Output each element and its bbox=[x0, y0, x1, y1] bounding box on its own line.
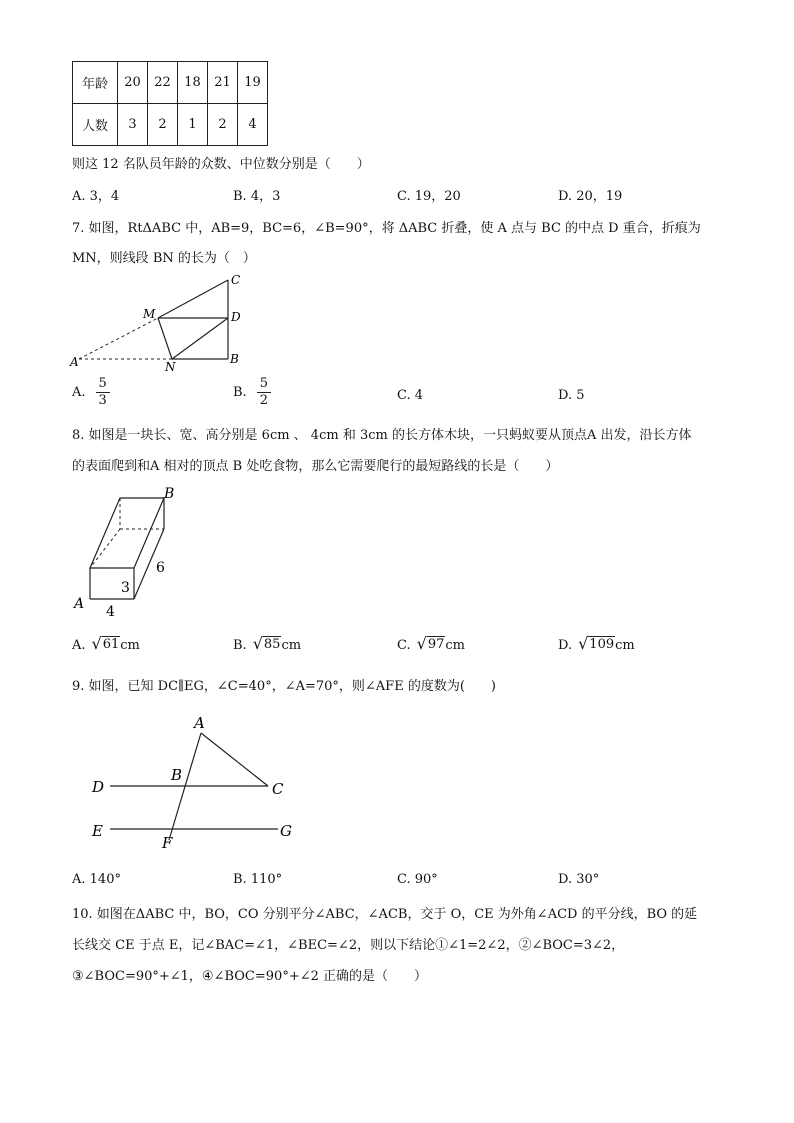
radicand: 109 bbox=[589, 637, 615, 652]
q8-option-a bbox=[72, 636, 140, 653]
unit: cm bbox=[120, 638, 140, 653]
q9-label-e: E bbox=[92, 822, 103, 840]
sqrt bbox=[92, 636, 121, 652]
table-row bbox=[73, 104, 268, 146]
q9-option-b: B. 110° bbox=[233, 872, 283, 887]
denominator: 2 bbox=[259, 393, 268, 408]
unit: cm bbox=[445, 638, 465, 653]
table-cell: 1 bbox=[178, 104, 208, 146]
age-table bbox=[72, 61, 268, 146]
q6-option-d: D. 20，19 bbox=[558, 189, 623, 204]
radicand: 97 bbox=[427, 637, 445, 652]
numerator: 5 bbox=[257, 376, 271, 393]
q7-option-a bbox=[72, 376, 110, 409]
q9-label-d: D bbox=[92, 778, 105, 796]
radicand: 61 bbox=[102, 637, 120, 652]
table-row bbox=[73, 62, 268, 104]
table-cell: 3 bbox=[118, 104, 148, 146]
q6-option-c: C. 19，20 bbox=[397, 189, 461, 204]
q7-label-c: C bbox=[231, 273, 241, 287]
q9-label-b: B bbox=[171, 766, 183, 784]
table-cell: 2 bbox=[208, 104, 238, 146]
q9-option-a: A. 140° bbox=[72, 872, 121, 887]
q7-option-c: C. 4 bbox=[397, 388, 424, 403]
q7-option-b-prefix: B. bbox=[233, 385, 247, 400]
q7-label-b: B bbox=[230, 352, 239, 366]
q8-label-length: 6 bbox=[156, 560, 165, 576]
numerator: 5 bbox=[96, 376, 110, 393]
q8-option-b-prefix: B. bbox=[233, 638, 247, 653]
q9-label-c: C bbox=[272, 780, 284, 798]
q7-option-a-prefix: A. bbox=[72, 385, 86, 400]
unit: cm bbox=[281, 638, 302, 653]
q8-label-b: B bbox=[164, 486, 175, 502]
q7-label-m: M bbox=[143, 307, 156, 321]
q9-parallel-lines-figure bbox=[84, 708, 314, 854]
radicand: 85 bbox=[263, 637, 281, 652]
q10-stem-line1: 10. 如图在ΔABC 中，BO，CO 分别平分∠ABC，∠ACB，交于 O，CE 为外角∠ACD 的平分线，BO 的延 bbox=[72, 907, 698, 922]
q8-label-a: A bbox=[74, 596, 85, 612]
denominator: 3 bbox=[98, 393, 107, 408]
q7-stem-line1: 7. 如图，RtΔABC 中，AB=9，BC=6，∠B=90°，将 ΔABC 折叠，使 A 点与 BC 的中点 D 重合，折痕为 bbox=[72, 221, 701, 236]
q7-label-a: A bbox=[70, 355, 79, 369]
q8-option-d-prefix: D. bbox=[558, 638, 573, 653]
q8-label-height: 3 bbox=[121, 580, 130, 596]
q8-option-b bbox=[233, 636, 301, 653]
sqrt bbox=[253, 636, 282, 652]
q8-option-c-prefix: C. bbox=[397, 638, 411, 653]
radical-icon: √ bbox=[252, 634, 263, 653]
q8-option-d bbox=[558, 636, 635, 653]
q6-stem: 则这 12 名队员年龄的众数、中位数分别是（ ） bbox=[72, 157, 370, 172]
q8-label-width: 4 bbox=[106, 604, 115, 618]
q7-option-b bbox=[233, 376, 271, 409]
q8-stem-line1: 8. 如图是一块长、宽、高分别是 6cm 、 4cm 和 3cm 的长方体木块，一只蚂蚁要从顶点A 出发，沿长方体 bbox=[72, 428, 692, 443]
q8-option-c bbox=[397, 636, 465, 653]
radical-icon: √ bbox=[416, 634, 427, 653]
q9-option-d: D. 30° bbox=[558, 872, 600, 887]
fraction bbox=[257, 376, 271, 409]
unit: cm bbox=[615, 638, 635, 653]
table-cell: 2 bbox=[148, 104, 178, 146]
table-cell: 18 bbox=[178, 62, 208, 104]
table-cell: 20 bbox=[118, 62, 148, 104]
q9-label-f: F bbox=[162, 834, 173, 852]
table-cell: 22 bbox=[148, 62, 178, 104]
fraction bbox=[96, 376, 110, 409]
q7-triangle-figure bbox=[62, 268, 262, 374]
q9-option-c: C. 90° bbox=[397, 872, 438, 887]
table-cell: 人数 bbox=[73, 104, 118, 146]
q10-stem-line3: ③∠BOC=90°+∠1，④∠BOC=90°+∠2 正确的是（ ） bbox=[72, 969, 428, 984]
q7-label-d: D bbox=[231, 310, 241, 324]
q7-label-n: N bbox=[165, 360, 176, 374]
q10-stem-line2: 长线交 CE 于点 E，记∠BAC=∠1，∠BEC=∠2，则以下结论①∠1=2∠2，②∠BOC=3∠2， bbox=[72, 938, 625, 953]
sqrt bbox=[417, 636, 446, 652]
radical-icon: √ bbox=[578, 634, 589, 653]
table-cell: 4 bbox=[238, 104, 268, 146]
q9-label-g: G bbox=[280, 822, 292, 840]
table-cell: 21 bbox=[208, 62, 238, 104]
q6-option-b: B. 4，3 bbox=[233, 189, 281, 204]
table-cell: 年龄 bbox=[73, 62, 118, 104]
sqrt bbox=[578, 636, 615, 652]
q7-stem-line2: MN，则线段 BN 的长为（ ） bbox=[72, 251, 256, 266]
radical-icon: √ bbox=[91, 634, 102, 653]
q7-option-d: D. 5 bbox=[558, 388, 585, 403]
q9-label-a: A bbox=[194, 714, 205, 732]
table-cell: 19 bbox=[238, 62, 268, 104]
q9-stem: 9. 如图，已知 DC∥EG，∠C=40°，∠A=70°，则∠AFE 的度数为( ) bbox=[72, 679, 496, 694]
q8-stem-line2: 的表面爬到和A 相对的顶点 B 处吃食物，那么它需要爬行的最短路线的长是（ ） bbox=[72, 459, 559, 474]
q8-cuboid-figure bbox=[70, 482, 190, 618]
q6-option-a: A. 3，4 bbox=[72, 189, 120, 204]
q8-option-a-prefix: A. bbox=[72, 638, 86, 653]
